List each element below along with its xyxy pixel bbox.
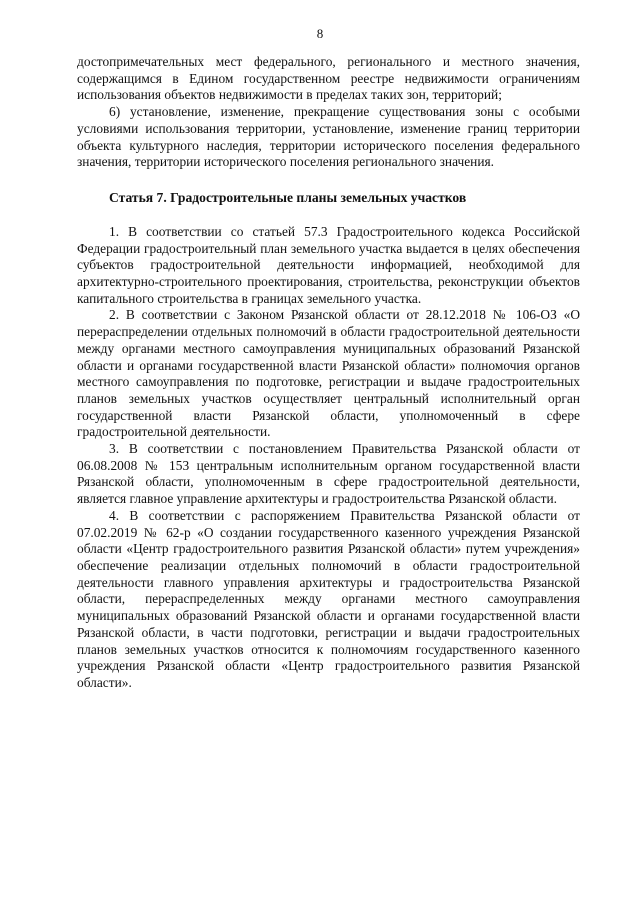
paragraph-item-6: 6) установление, изменение, прекращение существования зоны с особыми условиями использования территории, установление, изменение границ территории объекта культурного наследия, территории исторического поселения федерального значения, территории исторического поселения регионального значения.	[77, 104, 580, 170]
paragraph-article7-1: 1. В соответствии со статьей 57.3 Градостроительного кодекса Российской Федерации градостроительный план земельного участка выдается в целях обеспечения субъектов градостроительной деятельности информацией, необходимой для архитектурно-строительного проектирования, строительства, реконструкции объектов капитального строительства в границах земельного участка.	[77, 223, 580, 306]
page-number: 8	[316, 26, 324, 41]
paragraph-continued: достопримечательных мест федерального, регионального и местного значения, содержащимся в Едином государственном реестре недвижимости ограничениям использования объектов недвижимости в пределах таких зон, территорий;	[77, 54, 580, 103]
document-body	[77, 54, 580, 692]
article-7-heading: Статья 7. Градостроительные планы земельных участков	[109, 189, 467, 205]
paragraph-article7-4: 4. В соответствии с распоряжением Правительства Рязанской области от 07.02.2019 № 62-р «О создании государственного казенного учреждения Рязанской области «Центр градостроительного развития Рязанской области» путем учреждения» обеспечение реализации отдельных полномочий в области градостроительной деятельности главного управления архитектуры и градостроительства Рязанской области, перераспределенных между органами местного самоуправления муниципальных образований Рязанской области и органами государственной власти Рязанской области, в части подготовки, регистрации и выдачи градостроительных планов земельных участков относится к полномочиям государственного казенного учреждения Рязанской области «Центр градостроительного развития Рязанской области».	[77, 507, 580, 690]
paragraph-article7-3: 3. В соответствии с постановлением Правительства Рязанской области от 06.08.2008 № 153 центральным исполнительным органом государственной власти Рязанской области, уполномоченным в сфере градостроительной деятельности, является главное управление архитектуры и градостроительства Рязанской области.	[77, 441, 580, 507]
paragraph-article7-2: 2. В соответствии с Законом Рязанской области от 28.12.2018 № 106-ОЗ «О перераспределении отдельных полномочий в области градостроительной деятельности между органами местного самоуправления муниципальных образований Рязанской области и органами государственной власти Рязанской области» полномочия органов местного самоуправления по подготовке, регистрации и выдаче градостроительных планов земельных участков осуществляет центральный исполнительный орган государственной власти Рязанской области, уполномоченный в сфере градостроительной деятельности.	[77, 307, 580, 440]
